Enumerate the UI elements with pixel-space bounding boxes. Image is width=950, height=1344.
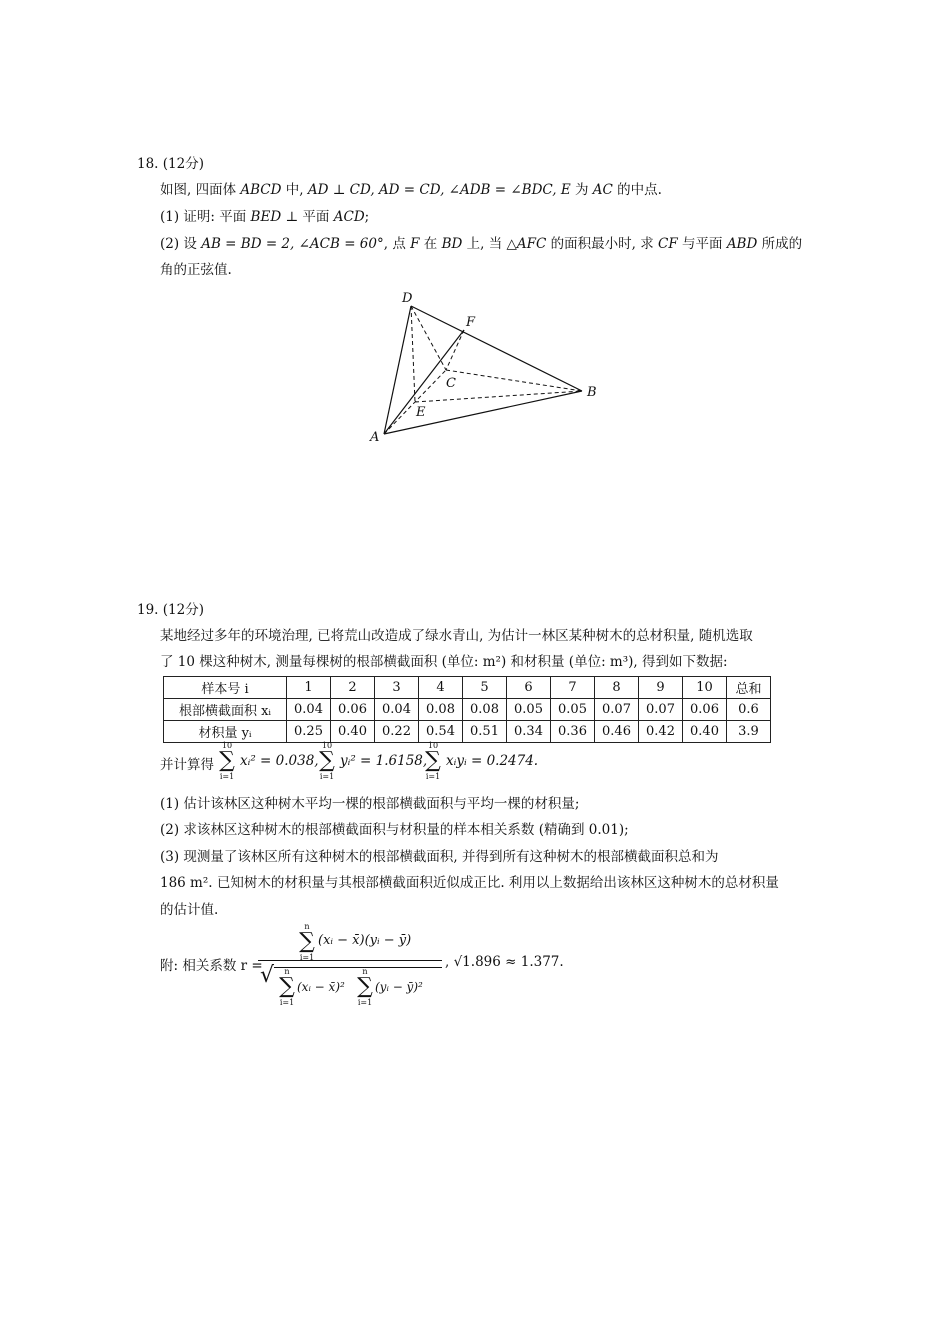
correlation-formula: 附: 相关系数 r = n ∑ i=1 (xᵢ − x̄)(yᵢ − ȳ) √ n ∑ i=1 (xᵢ − x̄)² n ∑ i=1 (yᵢ − ȳ)² , √1.896 ≈ 1.377. <box>160 922 564 1007</box>
sum-symbol-1: 10 ∑ i=1 <box>219 741 235 781</box>
question-19-header: 19. (12分) <box>137 602 204 618</box>
data-table <box>163 676 771 743</box>
question-19-part-3-line-2: 186 m². 已知树木的材积量与其根部横截面积近似成正比. 利用以上数据给出该林区这种树木的总材积量 <box>160 875 779 891</box>
label-e: E <box>416 405 426 420</box>
question-19-part-3-line-3: 的估计值. <box>160 902 219 918</box>
label-c: C <box>446 376 456 391</box>
table-row-area: 根部横截面积 xᵢ 0.04 0.06 0.04 0.08 0.08 0.05 0.05 0.07 0.07 0.06 0.6 <box>164 699 771 721</box>
sum-symbol-3: 10 ∑ i=1 <box>425 741 441 781</box>
sum-symbol-2: 10 ∑ i=1 <box>319 741 335 781</box>
label-f: F <box>466 315 476 330</box>
label-d: D <box>402 291 413 306</box>
fraction-bar <box>258 960 442 961</box>
edge-ab <box>384 391 582 434</box>
question-18-part-1: (1) 证明: 平面 BED ⊥ 平面 ACD; <box>160 209 370 225</box>
question-19-intro-line-2: 了 10 棵这种树木, 测量每棵树的根部横截面积 (单位: m²) 和材积量 (单位: m³), 得到如下数据: <box>160 654 728 670</box>
table-row-volume: 材积量 yᵢ 0.25 0.40 0.22 0.54 0.51 0.34 0.36 0.46 0.42 0.40 3.9 <box>164 721 771 743</box>
question-18-header: 18. (12分) <box>137 156 204 172</box>
edge-da <box>384 306 411 434</box>
edge-de <box>411 306 415 402</box>
sqrt-symbol: √ <box>260 963 275 988</box>
denominator-sum-symbol-2: n ∑ i=1 <box>357 967 373 1007</box>
denominator-sum-symbol-1: n ∑ i=1 <box>279 967 295 1007</box>
numerator-sum-symbol: n ∑ i=1 <box>299 922 315 962</box>
question-18-part-2: (2) 设 AB = BD = 2, ∠ACB = 60°, 点 F 在 BD 上, 当 △AFC 的面积最小时, 求 CF 与平面 ABD 所成的 <box>160 236 803 252</box>
question-19-intro-line-1: 某地经过多年的环境治理, 已将荒山改造成了绿水青山, 为估计一林区某种树木的总材积量, 随机选取 <box>160 628 753 644</box>
table-row-header: 样本号 i 1 2 3 4 5 6 7 8 9 10 总和 <box>164 677 771 699</box>
question-19-part-2: (2) 求该林区这种树木的根部横截面积与材积量的样本相关系数 (精确到 0.01); <box>160 822 629 838</box>
question-19-part-3-line-1: (3) 现测量了该林区所有这种树木的根部横截面积, 并得到所有这种树木的根部横截面积总和为 <box>160 849 719 865</box>
tetrahedron-figure <box>360 288 620 453</box>
numerator: (xᵢ − x̄)(yᵢ − ȳ) <box>318 933 412 948</box>
question-18-statement: 如图, 四面体 ABCD 中, AD ⊥ CD, AD = CD, ∠ADB = ∠BDC, E 为 AC 的中点. <box>160 182 662 198</box>
question-18-part-2-continued: 角的正弦值. <box>160 262 232 278</box>
label-a: A <box>370 430 380 445</box>
label-b: B <box>587 385 597 400</box>
question-19-part-1: (1) 估计该林区这种树木平均一棵的根部横截面积与平均一棵的材积量; <box>160 796 580 812</box>
